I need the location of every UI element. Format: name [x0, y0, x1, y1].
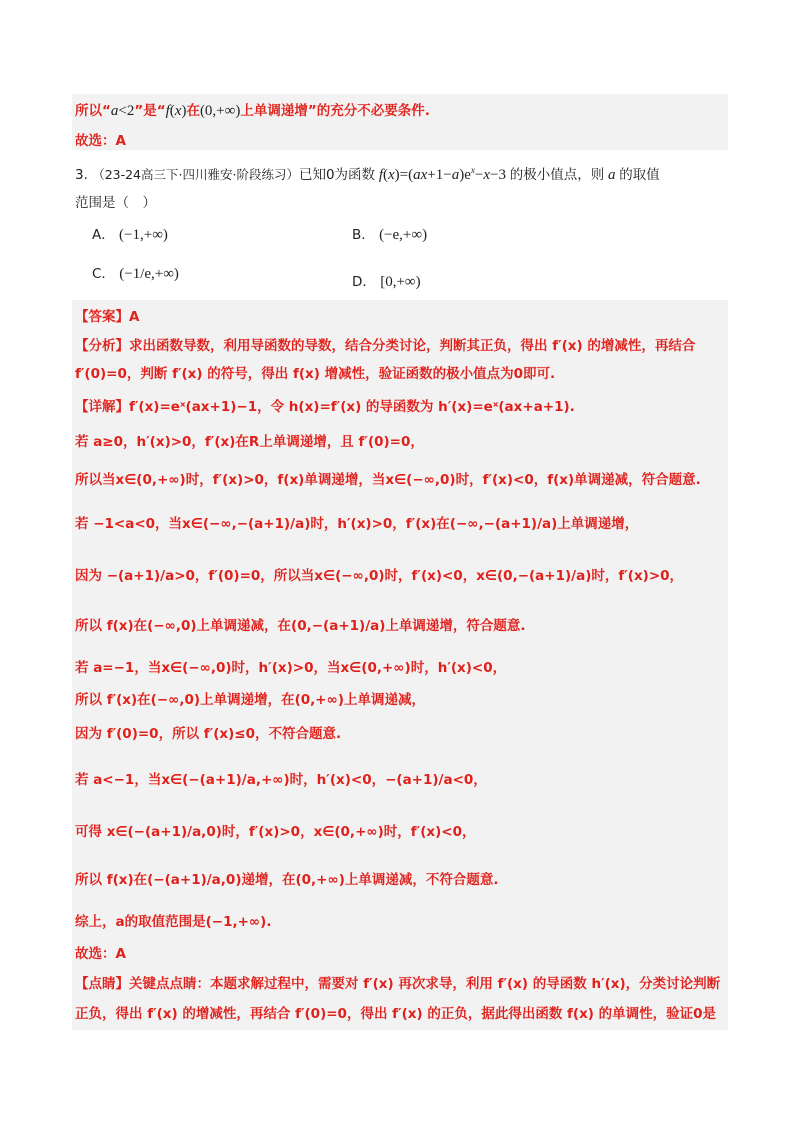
analysis-line-2: f′(0)=0，判断 f′(x) 的符号，得出 f(x) 增减性，验证函数的极小值点为0即可. — [75, 366, 556, 382]
question-source: （23-24高三下·四川雅安·阶段练习） — [92, 167, 299, 182]
option-c[interactable] — [92, 262, 179, 283]
detail-case-less-sign: 可得 x∈(−(a+1)/a,0)时，f′(x)>0，x∈(0,+∞)时，f′(x)<0， — [75, 824, 476, 840]
detail-line-1 — [75, 397, 725, 417]
option-d-value: [0,+∞) — [380, 274, 421, 290]
question-stem — [75, 160, 725, 185]
tip-tag: 【点睛】 — [75, 976, 129, 992]
analysis-line-1 — [75, 336, 725, 356]
answer-line — [75, 307, 725, 327]
detail-summary: 综上，a的取值范围是(−1,+∞). — [75, 914, 272, 930]
question-number: 3. — [75, 167, 88, 183]
option-a[interactable] — [92, 223, 168, 244]
detail-case-a-nonneg: 若 a≥0，h′(x)>0，f′(x)在R上单调递增，且 f′(0)=0， — [75, 434, 424, 450]
detail-case-between-sign: 因为 −(a+1)/a>0，f′(0)=0，所以当x∈(−∞,0)时，f′(x)<0，x∈(0,−(a+1)/a)时，f′(x)>0， — [75, 568, 684, 584]
detail-text-1: f′(x)=eˣ(ax+1)−1，令 h(x)=f′(x) 的导函数为 h′(x)=eˣ(ax+a+1). — [129, 399, 575, 415]
detail-case-between-conclusion: 所以 f(x)在(−∞,0)上单调递减，在(0,−(a+1)/a)上单调递增，符合题意. — [75, 618, 526, 634]
detail-choice: 故选：A — [75, 946, 126, 962]
answer-value: A — [129, 309, 140, 325]
detail-case-minus-one-conclusion: 因为 f′(0)=0，所以 f′(x)≤0，不符合题意. — [75, 726, 342, 742]
detail-case-minus-one-mono: 所以 f′(x)在(−∞,0)上单调递增，在(0,+∞)上单调递减， — [75, 692, 426, 708]
answer-tag: 【答案】 — [75, 309, 129, 325]
detail-case-less-conclusion: 所以 f(x)在(−(a+1)/a,0)递增，在(0,+∞)上单调递减，不符合题意. — [75, 872, 499, 888]
option-b[interactable] — [352, 223, 427, 244]
tip-text-1: 关键点点睛：本题求解过程中，需要对 f′(x) 再次求导，利用 f′(x) 的导函数 h′(x)，分类讨论判断 — [129, 976, 721, 992]
option-d[interactable] — [352, 270, 421, 291]
detail-tag: 【详解】 — [75, 399, 129, 415]
question-stem-text: 已知0为函数 $f(x)=(ax+1-a)e^x-x-3$ 的极小值点，则 a 的取值 — [298, 165, 660, 183]
option-c-value: (−1/e,+∞) — [119, 266, 179, 282]
previous-conclusion: 所以“a<2”是“f(x)在(0,+∞)上单调递增”的充分不必要条件. — [75, 103, 430, 119]
option-a-key: A． — [92, 227, 115, 243]
option-b-value: (−e,+∞) — [379, 227, 428, 243]
option-d-key: D． — [352, 274, 376, 290]
option-a-value: (−1,+∞) — [119, 227, 168, 243]
option-c-key: C． — [92, 266, 115, 282]
option-b-key: B． — [352, 227, 375, 243]
tip-line-1 — [75, 974, 725, 994]
detail-case-a-nonneg-conclusion: 所以当x∈(0,+∞)时，f′(x)>0，f(x)单调递增，当x∈(−∞,0)时，f′(x)<0，f(x)单调递减，符合题意. — [75, 472, 701, 488]
detail-case-between: 若 −1<a<0，当x∈(−∞,−(a+1)/a)时，h′(x)>0，f′(x)在(−∞,−(a+1)/a)上单调递增， — [75, 516, 639, 532]
detail-case-minus-one: 若 a=−1，当x∈(−∞,0)时，h′(x)>0，当x∈(0,+∞)时，h′(x)<0， — [75, 660, 507, 676]
previous-choice-line: 故选：A — [75, 133, 126, 149]
analysis-text-1: 求出函数导数，利用导函数的导数，结合分类讨论，判断其正负，得出 f′(x) 的增减性，再结合 — [129, 338, 696, 354]
detail-case-less: 若 a<−1，当x∈(−(a+1)/a,+∞)时，h′(x)<0，−(a+1)/a<0， — [75, 772, 487, 788]
analysis-tag: 【分析】 — [75, 338, 129, 354]
question-stem-continued: 范围是（ ） — [75, 195, 156, 211]
tip-line-2: 正负，得出 f′(x) 的增减性，再结合 f′(0)=0，得出 f′(x) 的正负，据此得出函数 f(x) 的单调性，验证0是 — [75, 1006, 717, 1022]
